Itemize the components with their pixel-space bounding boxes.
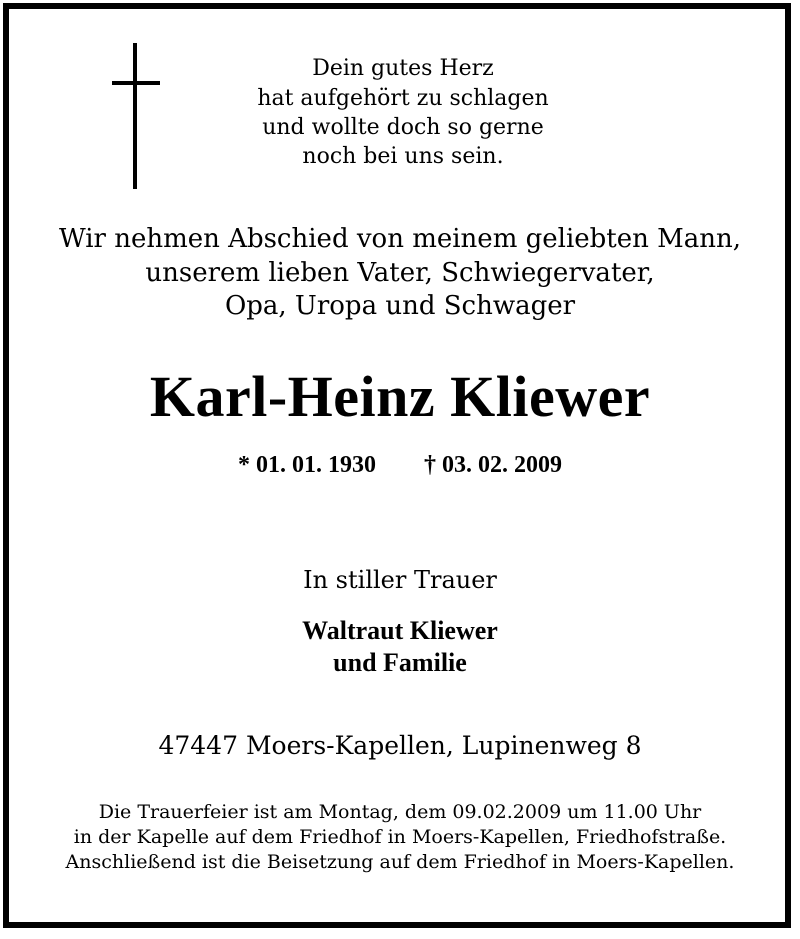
intro-line: unserem lieben Vater, Schwiegervater, [145, 258, 655, 288]
notice-line: Anschließend ist die Beisetzung auf dem Friedhof in Moers-Kapellen. [65, 851, 735, 873]
mourning-text: In stiller Trauer [303, 566, 497, 594]
poem-line: hat aufgehört zu schlagen [257, 86, 549, 111]
intro-line: Wir nehmen Abschied von meinem geliebten Mann, [58, 224, 742, 254]
poem-line: und wollte doch so gerne [262, 115, 544, 140]
death-date: † 03. 02. 2009 [424, 452, 562, 478]
intro-line: Opa, Uropa und Schwager [224, 291, 576, 321]
birth-date: * 01. 01. 1930 [238, 452, 376, 478]
address: 47447 Moers-Kapellen, Lupinenweg 8 [158, 731, 642, 760]
poem-line: Dein gutes Herz [312, 56, 494, 81]
poem-line: noch bei uns sein. [302, 144, 504, 169]
mourner-name: Waltraut Kliewer [302, 616, 498, 645]
deceased-name: Karl-Heinz Kliewer [149, 364, 651, 429]
notice-line: Die Trauerfeier ist am Montag, dem 09.02.2009 um 11.00 Uhr [98, 801, 702, 823]
mourner-family: und Familie [333, 648, 467, 677]
life-dates [0, 452, 800, 479]
notice-line: in der Kapelle auf dem Friedhof in Moers-Kapellen, Friedhofstraße. [73, 826, 727, 848]
